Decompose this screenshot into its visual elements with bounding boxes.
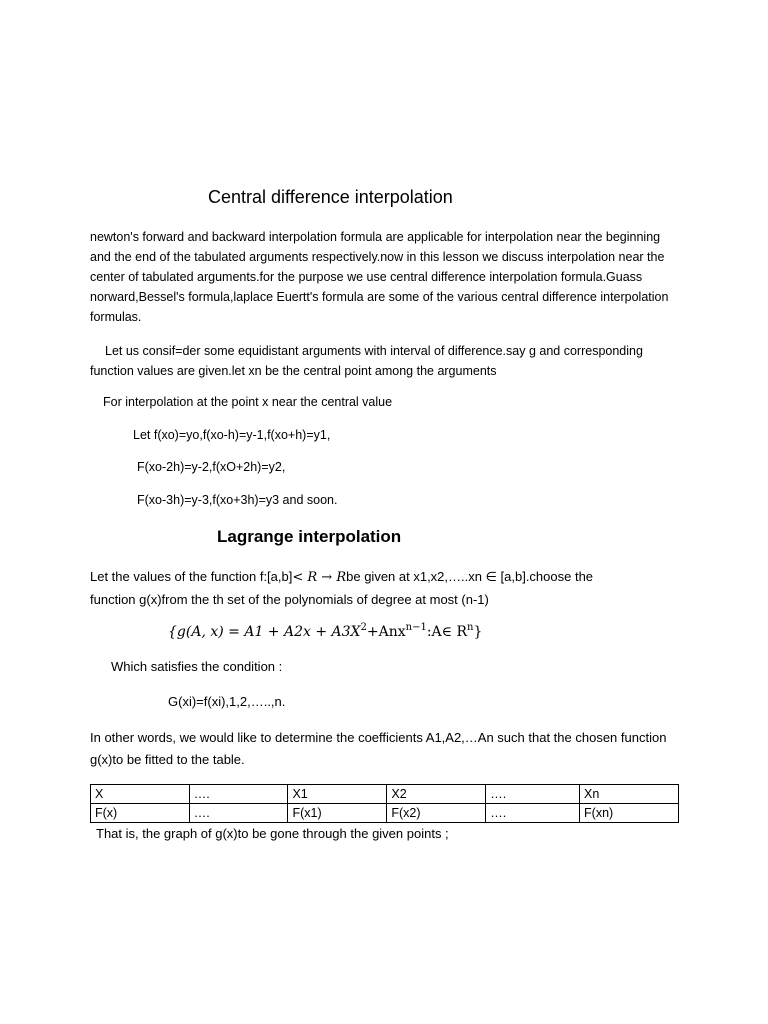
formula-exponent-2: 2: [360, 622, 367, 633]
lagrange-paragraph: [90, 566, 690, 611]
table-cell: F(x2): [387, 804, 486, 823]
interpolation-point-line: For interpolation at the point x near the central value: [103, 395, 393, 409]
section-title-central-difference: Central difference interpolation: [208, 187, 453, 207]
table-cell: X1: [288, 785, 387, 804]
lagrange-line-1-suffix: be given at x1,x2,…..xn ∈ [a,b].choose the: [346, 569, 594, 584]
intro-paragraph: newton's forward and backward interpolation formula are applicable for interpolation near the beginning and the end of the tabulated arguments respectively.now in this lesson we discuss interpolation near the center of tabulated arguments.for the purpose we use central difference interpolation formula.Guass norward,Bessel's formula,laplace Euertt's formula are some of the various central difference interpolation formulas.: [90, 230, 669, 324]
formula-exponent-n-1: n−1: [405, 622, 427, 633]
other-words-paragraph: In other words, we would like to determine the coefficients A1,A2,…An such that the chosen function g(x)to be fitted to the table.: [90, 730, 667, 767]
section-title-lagrange: Lagrange interpolation: [217, 527, 402, 546]
values-table: [90, 784, 679, 823]
lagrange-mapping-math: < R → R: [292, 570, 347, 585]
equidistant-paragraph: [90, 341, 680, 381]
table-cell: ….: [486, 785, 580, 804]
table-cell: X2: [387, 785, 486, 804]
table-cell: ….: [486, 804, 580, 823]
polynomial-set-formula: [168, 624, 482, 640]
lagrange-line-1: [90, 566, 690, 589]
formula-mid: +Anx: [366, 624, 406, 640]
table-row: [91, 804, 679, 823]
let-values-line: Let f(xo)=yo,f(xo-h)=y-1,f(xo+h)=y1,: [133, 428, 331, 442]
table-cell: Xn: [580, 785, 679, 804]
formula-main: {g(A, x) = A1 + A2x + A3X: [168, 624, 361, 640]
equidistant-text: Let us consif=der some equidistant arguments with interval of difference.say g and corresponding function values are given.let xn be the central point among the arguments: [90, 344, 643, 378]
table-cell: X: [91, 785, 190, 804]
third-values-line: F(xo-3h)=y-3,f(xo+3h)=y3 and soon.: [137, 493, 338, 507]
table-cell: F(x): [91, 804, 190, 823]
table-cell: ….: [189, 804, 288, 823]
lagrange-line-1-prefix: Let the values of the function f:[a,b]: [90, 569, 293, 584]
formula-close: }: [473, 624, 483, 640]
lagrange-line-2: function g(x)from the th set of the polynomials of degree at most (n-1): [90, 592, 489, 607]
table-row: [91, 785, 679, 804]
that-is-line: That is, the graph of g(x)to be gone through the given points ;: [96, 826, 449, 841]
satisfies-line: Which satisfies the condition :: [111, 659, 283, 674]
second-values-line: F(xo-2h)=y-2,f(xO+2h)=y2,: [137, 460, 286, 474]
formula-exponent-n: n: [467, 622, 474, 633]
condition-line: G(xi)=f(xi),1,2,…..,n.: [168, 694, 286, 709]
formula-tail: :A∈ R: [426, 624, 468, 640]
table-cell: ….: [189, 785, 288, 804]
table-cell: F(x1): [288, 804, 387, 823]
table-cell: F(xn): [580, 804, 679, 823]
